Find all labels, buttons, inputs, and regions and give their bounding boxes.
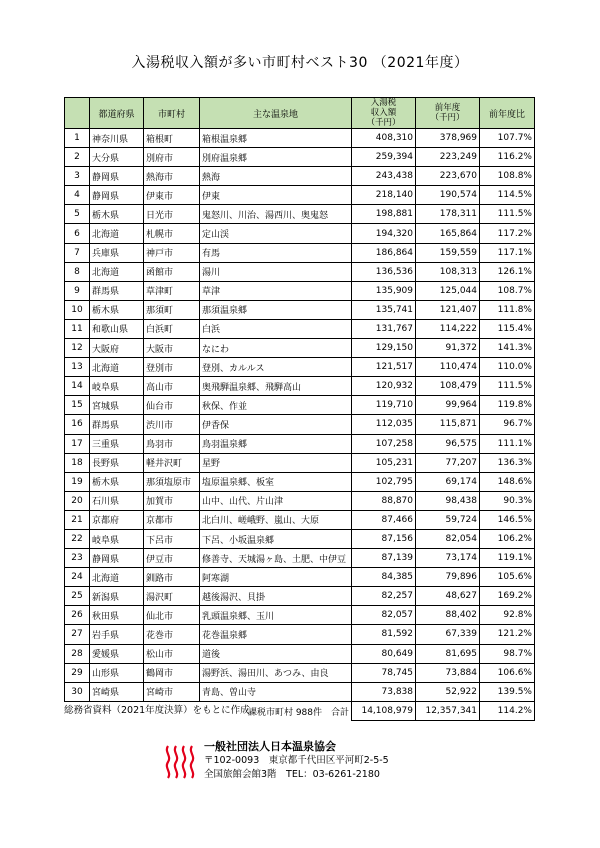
header-prev-year: 前年度 （千円） <box>416 98 480 129</box>
municipality-cell: 渋川市 <box>144 415 200 434</box>
ratio-cell: 106.2% <box>480 529 535 548</box>
prefecture-cell: 秋田県 <box>90 606 144 625</box>
municipality-cell: 高山市 <box>144 377 200 396</box>
onsen-cell: 伊香保 <box>200 415 352 434</box>
onsen-cell: 阿寒湖 <box>200 568 352 587</box>
ratio-cell: 107.7% <box>480 129 535 148</box>
municipality-cell: 箱根町 <box>144 129 200 148</box>
prefecture-cell: 栃木県 <box>90 300 144 319</box>
ratio-cell: 116.2% <box>480 148 535 167</box>
prev-year-cell: 52,922 <box>416 682 480 701</box>
rank-cell: 29 <box>65 663 90 682</box>
municipality-cell: 登別市 <box>144 358 200 377</box>
prev-year-cell: 91,372 <box>416 339 480 358</box>
revenue-cell: 218,140 <box>352 186 416 205</box>
revenue-cell: 129,150 <box>352 339 416 358</box>
municipality-cell: 花巻市 <box>144 625 200 644</box>
prefecture-cell: 京都府 <box>90 510 144 529</box>
prefecture-cell: 群馬県 <box>90 415 144 434</box>
prefecture-cell: 群馬県 <box>90 281 144 300</box>
revenue-cell: 121,517 <box>352 358 416 377</box>
revenue-cell: 243,438 <box>352 167 416 186</box>
rank-cell: 30 <box>65 682 90 701</box>
table-row <box>65 587 535 606</box>
prev-year-cell: 114,222 <box>416 319 480 338</box>
table-row <box>65 262 535 281</box>
prev-year-cell: 378,969 <box>416 129 480 148</box>
table-row <box>65 434 535 453</box>
header-ratio: 前年度比 <box>480 98 535 129</box>
revenue-cell: 87,466 <box>352 510 416 529</box>
onsen-cell: 定山渓 <box>200 224 352 243</box>
total-label: 課税市町村 988件 合計 <box>90 701 352 720</box>
table-row <box>65 358 535 377</box>
onsen-cell: 奥飛騨温泉郷、飛騨高山 <box>200 377 352 396</box>
prev-year-cell: 125,044 <box>416 281 480 300</box>
prev-year-cell: 98,438 <box>416 491 480 510</box>
revenue-cell: 78,745 <box>352 663 416 682</box>
municipality-cell: 日光市 <box>144 205 200 224</box>
rank-cell: 3 <box>65 167 90 186</box>
table-row <box>65 682 535 701</box>
revenue-cell: 88,870 <box>352 491 416 510</box>
ratio-cell: 111.1% <box>480 434 535 453</box>
ratio-cell: 117.2% <box>480 224 535 243</box>
org-address: 〒102-0093 東京都千代田区平河町2-5-5 <box>204 755 389 766</box>
municipality-cell: 加賀市 <box>144 491 200 510</box>
ratio-cell: 90.3% <box>480 491 535 510</box>
ratio-cell: 119.1% <box>480 549 535 568</box>
onsen-cell: 北白川、嵯峨野、嵐山、大原 <box>200 510 352 529</box>
ratio-cell: 96.7% <box>480 415 535 434</box>
prefecture-cell: 宮城県 <box>90 396 144 415</box>
prev-year-cell: 108,313 <box>416 262 480 281</box>
table-row <box>65 415 535 434</box>
rank-cell: 14 <box>65 377 90 396</box>
rank-cell: 17 <box>65 434 90 453</box>
ratio-cell: 108.8% <box>480 167 535 186</box>
municipality-cell: 神戸市 <box>144 243 200 262</box>
revenue-cell: 259,394 <box>352 148 416 167</box>
prev-year-cell: 73,174 <box>416 549 480 568</box>
onsen-cell: 別府温泉郷 <box>200 148 352 167</box>
table-row <box>65 148 535 167</box>
rank-cell: 25 <box>65 587 90 606</box>
municipality-cell: 別府市 <box>144 148 200 167</box>
prefecture-cell: 兵庫県 <box>90 243 144 262</box>
table-row <box>65 606 535 625</box>
prefecture-cell: 長野県 <box>90 453 144 472</box>
ratio-cell: 111.5% <box>480 205 535 224</box>
source-note: 総務省資料（2021年度決算）をもとに作成。 <box>64 705 260 716</box>
prev-year-cell: 67,339 <box>416 625 480 644</box>
onsen-cell: 湯野浜、湯田川、あつみ、由良 <box>200 663 352 682</box>
prev-year-cell: 121,407 <box>416 300 480 319</box>
rank-cell: 19 <box>65 472 90 491</box>
prefecture-cell: 大阪府 <box>90 339 144 358</box>
prefecture-cell: 北海道 <box>90 262 144 281</box>
revenue-cell: 84,385 <box>352 568 416 587</box>
prefecture-cell: 静岡県 <box>90 186 144 205</box>
rank-cell: 21 <box>65 510 90 529</box>
onsen-cell: 鳥羽温泉郷 <box>200 434 352 453</box>
prev-year-cell: 81,695 <box>416 644 480 663</box>
prev-year-cell: 77,207 <box>416 453 480 472</box>
municipality-cell: 仙北市 <box>144 606 200 625</box>
ratio-cell: 92.8% <box>480 606 535 625</box>
org-name: 一般社団法人日本温泉協会 <box>204 740 336 753</box>
prefecture-cell: 宮崎県 <box>90 682 144 701</box>
revenue-cell: 135,909 <box>352 281 416 300</box>
revenue-cell: 102,795 <box>352 472 416 491</box>
onsen-cell: 山中、山代、片山津 <box>200 491 352 510</box>
total-prev: 12,357,341 <box>416 701 480 720</box>
prefecture-cell: 新潟県 <box>90 587 144 606</box>
ranking-table <box>64 97 535 721</box>
revenue-cell: 87,139 <box>352 549 416 568</box>
municipality-cell: 那須塩原市 <box>144 472 200 491</box>
revenue-cell: 194,320 <box>352 224 416 243</box>
onsen-cell: 下呂、小坂温泉郷 <box>200 529 352 548</box>
table-row <box>65 396 535 415</box>
revenue-cell: 112,035 <box>352 415 416 434</box>
table-row <box>65 224 535 243</box>
onsen-cell: 青島、曽山寺 <box>200 682 352 701</box>
ratio-cell: 169.2% <box>480 587 535 606</box>
rank-cell: 13 <box>65 358 90 377</box>
revenue-cell: 82,257 <box>352 587 416 606</box>
ratio-cell: 119.8% <box>480 396 535 415</box>
revenue-cell: 198,881 <box>352 205 416 224</box>
prev-year-cell: 99,964 <box>416 396 480 415</box>
prev-year-cell: 223,249 <box>416 148 480 167</box>
prev-year-cell: 48,627 <box>416 587 480 606</box>
ratio-cell: 106.6% <box>480 663 535 682</box>
table-row <box>65 186 535 205</box>
prev-year-cell: 82,054 <box>416 529 480 548</box>
ratio-cell: 121.2% <box>480 625 535 644</box>
prev-year-cell: 223,670 <box>416 167 480 186</box>
municipality-cell: 仙台市 <box>144 396 200 415</box>
onsen-cell: 星野 <box>200 453 352 472</box>
rank-cell: 23 <box>65 549 90 568</box>
ratio-cell: 111.8% <box>480 300 535 319</box>
revenue-cell: 120,932 <box>352 377 416 396</box>
ratio-cell: 139.5% <box>480 682 535 701</box>
header-municipality: 市町村 <box>144 98 200 129</box>
municipality-cell: 湯沢町 <box>144 587 200 606</box>
rank-cell: 12 <box>65 339 90 358</box>
onsen-cell: 乳頭温泉郷、玉川 <box>200 606 352 625</box>
table-row <box>65 663 535 682</box>
onsen-cell: 湯川 <box>200 262 352 281</box>
organization-block <box>204 740 389 782</box>
prev-year-cell: 59,724 <box>416 510 480 529</box>
table-row <box>65 453 535 472</box>
revenue-cell: 73,838 <box>352 682 416 701</box>
header-onsen: 主な温泉地 <box>200 98 352 129</box>
onsen-cell: 那須温泉郷 <box>200 300 352 319</box>
table-row <box>65 281 535 300</box>
rank-cell: 20 <box>65 491 90 510</box>
table-row <box>65 205 535 224</box>
ratio-cell: 117.1% <box>480 243 535 262</box>
table-row <box>65 644 535 663</box>
table-header-row <box>65 98 535 129</box>
rank-cell: 16 <box>65 415 90 434</box>
prefecture-cell: 北海道 <box>90 358 144 377</box>
rank-cell: 2 <box>65 148 90 167</box>
header-rank <box>65 98 90 129</box>
onsen-cell: 鬼怒川、川治、湯西川、奥鬼怒 <box>200 205 352 224</box>
onsen-cell: 塩原温泉郷、板室 <box>200 472 352 491</box>
revenue-cell: 81,592 <box>352 625 416 644</box>
prefecture-cell: 和歌山県 <box>90 319 144 338</box>
onsen-cell: 秋保、作並 <box>200 396 352 415</box>
onsen-cell: 修善寺、天城湯ヶ島、土肥、中伊豆 <box>200 549 352 568</box>
prefecture-cell: 栃木県 <box>90 472 144 491</box>
prefecture-cell: 静岡県 <box>90 549 144 568</box>
header-prefecture: 都道府県 <box>90 98 144 129</box>
prefecture-cell: 北海道 <box>90 568 144 587</box>
ratio-cell: 136.3% <box>480 453 535 472</box>
table-row <box>65 510 535 529</box>
onsen-cell: 登別、カルルス <box>200 358 352 377</box>
rank-cell: 9 <box>65 281 90 300</box>
table-row <box>65 167 535 186</box>
ratio-cell: 114.5% <box>480 186 535 205</box>
table-row <box>65 377 535 396</box>
prefecture-cell: 岐阜県 <box>90 529 144 548</box>
revenue-cell: 87,156 <box>352 529 416 548</box>
prefecture-cell: 北海道 <box>90 224 144 243</box>
municipality-cell: 那須町 <box>144 300 200 319</box>
rank-cell: 28 <box>65 644 90 663</box>
table-row <box>65 491 535 510</box>
prev-year-cell: 110,474 <box>416 358 480 377</box>
ratio-cell: 148.6% <box>480 472 535 491</box>
revenue-cell: 186,864 <box>352 243 416 262</box>
ratio-cell: 110.0% <box>480 358 535 377</box>
municipality-cell: 伊豆市 <box>144 549 200 568</box>
rank-cell: 7 <box>65 243 90 262</box>
prev-year-cell: 108,479 <box>416 377 480 396</box>
ratio-cell: 105.6% <box>480 568 535 587</box>
prefecture-cell: 栃木県 <box>90 205 144 224</box>
onsen-cell: 草津 <box>200 281 352 300</box>
prefecture-cell: 三重県 <box>90 434 144 453</box>
rank-cell: 5 <box>65 205 90 224</box>
onsen-logo-icon <box>164 742 198 780</box>
prefecture-cell: 岩手県 <box>90 625 144 644</box>
prev-year-cell: 165,864 <box>416 224 480 243</box>
prefecture-cell: 岐阜県 <box>90 377 144 396</box>
municipality-cell: 宮崎市 <box>144 682 200 701</box>
municipality-cell: 軽井沢町 <box>144 453 200 472</box>
rank-cell: 15 <box>65 396 90 415</box>
prefecture-cell: 石川県 <box>90 491 144 510</box>
prefecture-cell: 大分県 <box>90 148 144 167</box>
municipality-cell: 釧路市 <box>144 568 200 587</box>
table-row <box>65 339 535 358</box>
municipality-cell: 熱海市 <box>144 167 200 186</box>
rank-cell: 27 <box>65 625 90 644</box>
table-row <box>65 549 535 568</box>
table-row <box>65 472 535 491</box>
header-revenue: 入湯税 収入額 （千円） <box>352 98 416 129</box>
table-row <box>65 129 535 148</box>
municipality-cell: 伊東市 <box>144 186 200 205</box>
rank-cell: 18 <box>65 453 90 472</box>
municipality-cell: 札幌市 <box>144 224 200 243</box>
table-row <box>65 568 535 587</box>
prev-year-cell: 159,559 <box>416 243 480 262</box>
total-revenue: 14,108,979 <box>352 701 416 720</box>
page-title: 入湯税収入額が多い市町村ベスト30 （2021年度） <box>131 55 469 71</box>
total-ratio: 114.2% <box>480 701 535 720</box>
prefecture-cell: 静岡県 <box>90 167 144 186</box>
municipality-cell: 函館市 <box>144 262 200 281</box>
rank-cell: 6 <box>65 224 90 243</box>
onsen-cell: 花巻温泉郷 <box>200 625 352 644</box>
ratio-cell: 146.5% <box>480 510 535 529</box>
rank-cell: 4 <box>65 186 90 205</box>
prev-year-cell: 96,575 <box>416 434 480 453</box>
table-row <box>65 300 535 319</box>
onsen-cell: 箱根温泉郷 <box>200 129 352 148</box>
ratio-cell: 115.4% <box>480 319 535 338</box>
revenue-cell: 136,536 <box>352 262 416 281</box>
prev-year-cell: 88,402 <box>416 606 480 625</box>
municipality-cell: 白浜町 <box>144 319 200 338</box>
onsen-cell: 道後 <box>200 644 352 663</box>
onsen-cell: 越後湯沢、貝掛 <box>200 587 352 606</box>
municipality-cell: 京都市 <box>144 510 200 529</box>
revenue-cell: 80,649 <box>352 644 416 663</box>
municipality-cell: 鶴岡市 <box>144 663 200 682</box>
rank-cell: 26 <box>65 606 90 625</box>
ratio-cell: 141.3% <box>480 339 535 358</box>
rank-cell: 11 <box>65 319 90 338</box>
prev-year-cell: 79,896 <box>416 568 480 587</box>
prev-year-cell: 178,311 <box>416 205 480 224</box>
rank-cell: 8 <box>65 262 90 281</box>
ratio-cell: 108.7% <box>480 281 535 300</box>
table-row <box>65 319 535 338</box>
onsen-cell: 伊東 <box>200 186 352 205</box>
org-building: 全国旅館会館3階 TEL：03-6261-2180 <box>204 769 380 780</box>
revenue-cell: 107,258 <box>352 434 416 453</box>
rank-cell: 1 <box>65 129 90 148</box>
onsen-cell: 熱海 <box>200 167 352 186</box>
table-row <box>65 625 535 644</box>
prefecture-cell: 山形県 <box>90 663 144 682</box>
prev-year-cell: 190,574 <box>416 186 480 205</box>
rank-cell: 10 <box>65 300 90 319</box>
revenue-cell: 408,310 <box>352 129 416 148</box>
revenue-cell: 119,710 <box>352 396 416 415</box>
rank-cell: 22 <box>65 529 90 548</box>
revenue-cell: 135,741 <box>352 300 416 319</box>
municipality-cell: 草津町 <box>144 281 200 300</box>
table-row <box>65 529 535 548</box>
ratio-cell: 98.7% <box>480 644 535 663</box>
prev-year-cell: 73,884 <box>416 663 480 682</box>
prev-year-cell: 69,174 <box>416 472 480 491</box>
rank-cell: 24 <box>65 568 90 587</box>
ratio-cell: 111.5% <box>480 377 535 396</box>
municipality-cell: 大阪市 <box>144 339 200 358</box>
onsen-cell: 有馬 <box>200 243 352 262</box>
municipality-cell: 鳥羽市 <box>144 434 200 453</box>
municipality-cell: 松山市 <box>144 644 200 663</box>
revenue-cell: 82,057 <box>352 606 416 625</box>
onsen-cell: 白浜 <box>200 319 352 338</box>
prev-year-cell: 115,871 <box>416 415 480 434</box>
revenue-cell: 131,767 <box>352 319 416 338</box>
revenue-cell: 105,231 <box>352 453 416 472</box>
prefecture-cell: 愛媛県 <box>90 644 144 663</box>
municipality-cell: 下呂市 <box>144 529 200 548</box>
table-row <box>65 243 535 262</box>
onsen-cell: なにわ <box>200 339 352 358</box>
ratio-cell: 126.1% <box>480 262 535 281</box>
prefecture-cell: 神奈川県 <box>90 129 144 148</box>
